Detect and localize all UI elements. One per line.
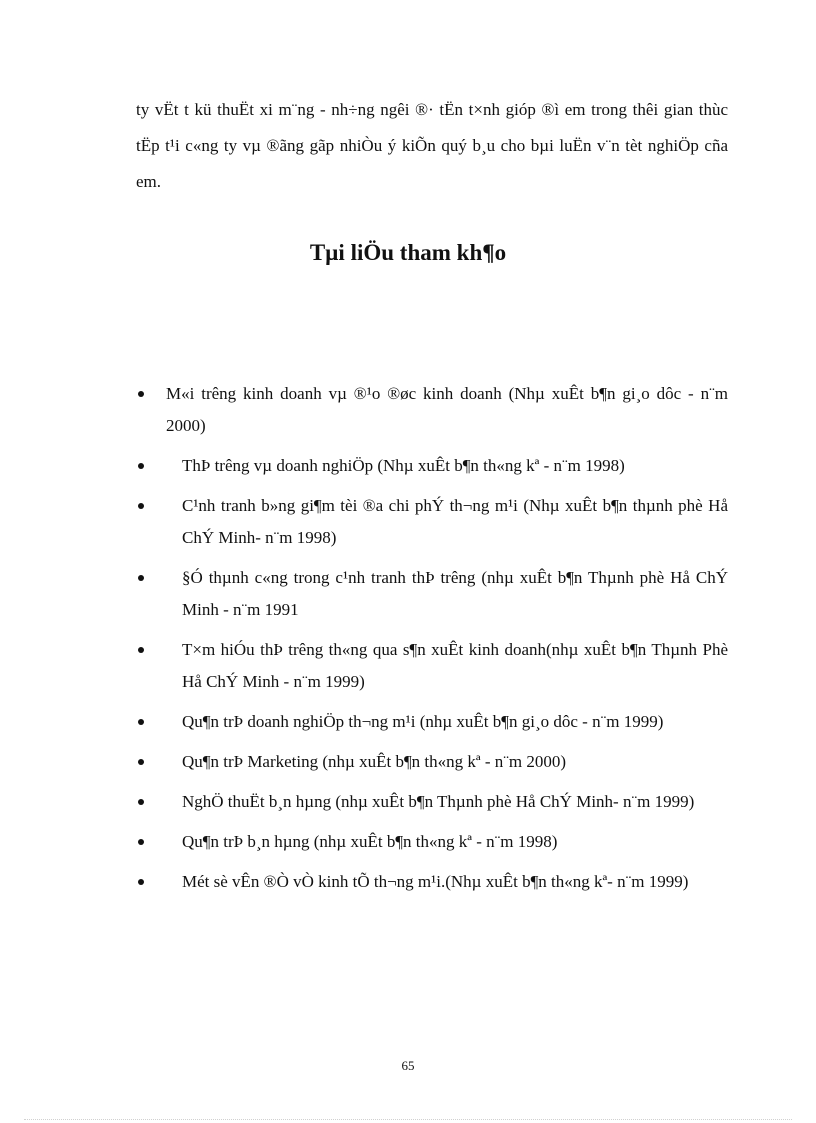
reference-text: Mét sè vÊn ®Ò vÒ kinh tÕ th¬ng m¹i.(Nhµ xuÊt b¶n th«ng kª- n¨m 1999): [182, 872, 689, 891]
reference-text: M«i trêng kinh doanh vµ ®¹o ®øc kinh doanh (Nhµ xuÊt b¶n gi¸o dôc - n¨m 2000): [166, 384, 728, 435]
intro-paragraph: ty vËt t kü thuËt xi m¨ng - nh÷ng ngêi ®· tËn t×nh gióp ®ì em trong thêi gian thùc tËp t¹i c«ng ty vµ ®ãng gãp nhiÒu ý kiÕn quý b¸u cho bµi luËn v¨n tèt nghiÖp cña em.: [136, 100, 728, 191]
reference-item: [132, 490, 728, 554]
bullet-icon: [138, 463, 144, 469]
reference-item: [132, 634, 728, 698]
reference-text: Qu¶n trÞ b¸n hµng (nhµ xuÊt b¶n th«ng kª - n¨m 1998): [182, 832, 558, 851]
references-heading: Tµi liÖu tham kh¶o: [309, 240, 507, 265]
reference-item: [132, 706, 728, 738]
page-number: 65: [401, 1058, 415, 1073]
reference-item: [132, 786, 728, 818]
reference-item: [132, 866, 728, 898]
reference-item: [132, 746, 728, 778]
reference-text: Qu¶n trÞ doanh nghiÖp th¬ng m¹i (nhµ xuÊt b¶n gi¸o dôc - n¨m 1999): [182, 712, 664, 731]
bullet-icon: [138, 391, 144, 397]
reference-text: Qu¶n trÞ Marketing (nhµ xuÊt b¶n th«ng kª - n¨m 2000): [182, 752, 567, 771]
reference-item: [132, 450, 728, 482]
reference-item: [132, 826, 728, 858]
reference-list: [132, 378, 728, 906]
reference-text: C¹nh tranh b»ng gi¶m tèi ®a chi phÝ th¬ng m¹i (Nhµ xuÊt b¶n thµnh phè Hå ChÝ Minh- n¨m 1998): [182, 496, 728, 547]
reference-text: §Ó thµnh c«ng trong c¹nh tranh thÞ trêng (nhµ xuÊt b¶n Thµnh phè Hå ChÝ Minh - n¨m 1991: [182, 568, 728, 619]
page-bottom-divider: [24, 1119, 792, 1120]
reference-text: ThÞ trêng vµ doanh nghiÖp (Nhµ xuÊt b¶n th«ng kª - n¨m 1998): [182, 456, 625, 475]
bullet-icon: [138, 759, 144, 765]
reference-item: [132, 562, 728, 626]
bullet-icon: [138, 719, 144, 725]
bullet-icon: [138, 575, 144, 581]
reference-text: T×m hiÓu thÞ trêng th«ng qua s¶n xuÊt kinh doanh(nhµ xuÊt b¶n Thµnh Phè Hå ChÝ Minh - n¨m 1999): [182, 640, 728, 691]
bullet-icon: [138, 879, 144, 885]
bullet-icon: [138, 839, 144, 845]
bullet-icon: [138, 647, 144, 653]
bullet-icon: [138, 799, 144, 805]
reference-text: NghÖ thuËt b¸n hµng (nhµ xuÊt b¶n Thµnh phè Hå ChÝ Minh- n¨m 1999): [182, 792, 695, 811]
reference-item: [132, 378, 728, 442]
bullet-icon: [138, 503, 144, 509]
